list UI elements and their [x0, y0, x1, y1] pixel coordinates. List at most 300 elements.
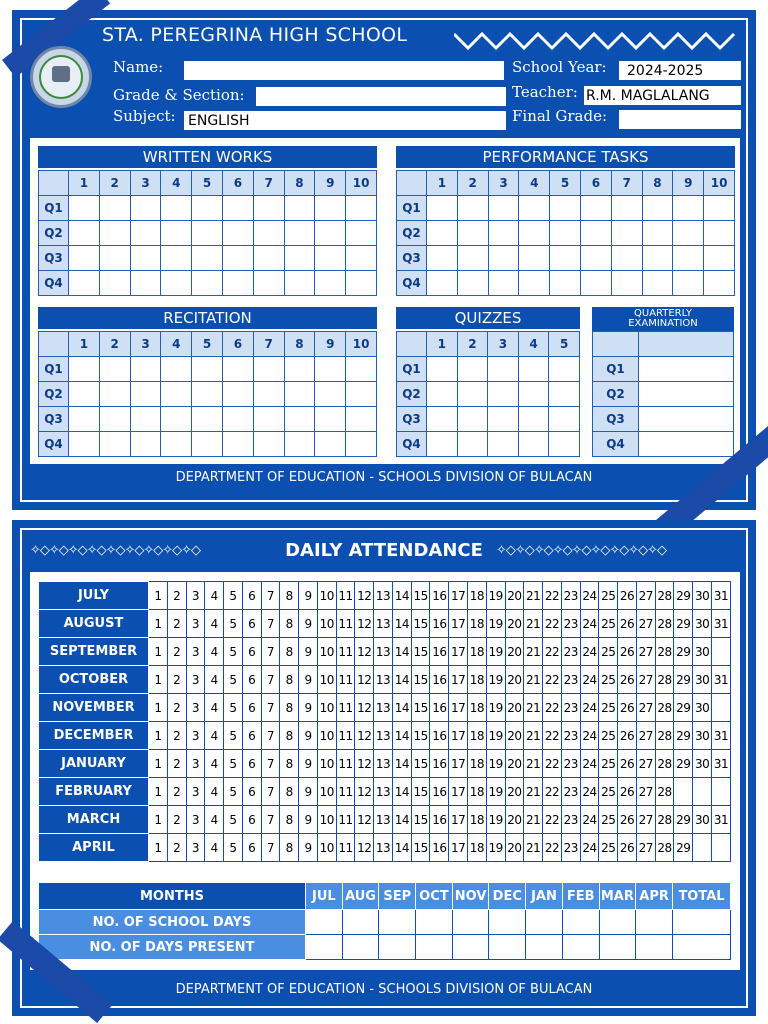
- day-cell[interactable]: 4: [205, 834, 224, 862]
- day-cell[interactable]: 18: [468, 806, 487, 834]
- day-cell[interactable]: 11: [336, 582, 355, 610]
- summary-cell[interactable]: [416, 935, 453, 960]
- day-cell[interactable]: 16: [430, 582, 449, 610]
- day-cell[interactable]: 25: [599, 722, 618, 750]
- score-cell[interactable]: [488, 382, 519, 407]
- score-cell[interactable]: [346, 432, 377, 457]
- score-cell[interactable]: [192, 382, 223, 407]
- day-cell[interactable]: 15: [411, 610, 430, 638]
- day-cell[interactable]: 24: [580, 778, 599, 806]
- day-cell[interactable]: 5: [224, 778, 243, 806]
- day-cell[interactable]: 7: [261, 638, 280, 666]
- day-cell[interactable]: 17: [449, 610, 468, 638]
- day-cell[interactable]: 28: [655, 806, 674, 834]
- score-cell[interactable]: [704, 221, 735, 246]
- score-cell[interactable]: [639, 432, 734, 457]
- score-cell[interactable]: [427, 432, 458, 457]
- day-cell[interactable]: 14: [392, 666, 411, 694]
- day-cell[interactable]: 30: [693, 582, 712, 610]
- score-cell[interactable]: [457, 271, 488, 296]
- teacher-field[interactable]: R.M. MAGLALANG: [584, 86, 741, 105]
- day-cell[interactable]: 8: [280, 666, 299, 694]
- grade-section-field[interactable]: [256, 87, 506, 106]
- day-cell[interactable]: 19: [486, 638, 505, 666]
- day-cell[interactable]: 23: [561, 750, 580, 778]
- score-cell[interactable]: [284, 196, 315, 221]
- day-cell[interactable]: 2: [167, 666, 186, 694]
- day-cell[interactable]: 15: [411, 582, 430, 610]
- day-cell[interactable]: 21: [524, 610, 543, 638]
- day-cell[interactable]: 25: [599, 750, 618, 778]
- score-cell[interactable]: [130, 196, 161, 221]
- day-cell[interactable]: 11: [336, 834, 355, 862]
- day-cell[interactable]: 5: [224, 582, 243, 610]
- score-cell[interactable]: [642, 246, 673, 271]
- day-cell[interactable]: 13: [374, 694, 393, 722]
- score-cell[interactable]: [69, 196, 100, 221]
- day-cell[interactable]: 12: [355, 750, 374, 778]
- day-cell[interactable]: 9: [299, 582, 318, 610]
- day-cell[interactable]: 24: [580, 722, 599, 750]
- day-cell[interactable]: 10: [317, 834, 336, 862]
- score-cell[interactable]: [519, 271, 550, 296]
- day-cell[interactable]: 3: [186, 750, 205, 778]
- day-cell[interactable]: 4: [205, 638, 224, 666]
- day-cell[interactable]: 19: [486, 750, 505, 778]
- summary-cell[interactable]: [489, 935, 526, 960]
- summary-cell[interactable]: [452, 910, 489, 935]
- day-cell[interactable]: 2: [167, 610, 186, 638]
- score-cell[interactable]: [550, 196, 581, 221]
- day-cell[interactable]: 12: [355, 722, 374, 750]
- day-cell[interactable]: 6: [242, 582, 261, 610]
- summary-cell[interactable]: [673, 910, 731, 935]
- day-cell[interactable]: 3: [186, 610, 205, 638]
- day-cell[interactable]: 12: [355, 694, 374, 722]
- day-cell[interactable]: 26: [618, 806, 637, 834]
- day-cell[interactable]: 25: [599, 666, 618, 694]
- day-cell[interactable]: 5: [224, 806, 243, 834]
- day-cell[interactable]: 13: [374, 666, 393, 694]
- day-cell[interactable]: 20: [505, 722, 524, 750]
- day-cell[interactable]: 31: [711, 750, 730, 778]
- day-cell[interactable]: 11: [336, 638, 355, 666]
- score-cell[interactable]: [222, 432, 253, 457]
- day-cell[interactable]: 5: [224, 666, 243, 694]
- score-cell[interactable]: [99, 196, 130, 221]
- day-cell[interactable]: 19: [486, 834, 505, 862]
- day-cell[interactable]: 7: [261, 694, 280, 722]
- day-cell[interactable]: 28: [655, 582, 674, 610]
- day-cell[interactable]: 28: [655, 694, 674, 722]
- day-cell[interactable]: 26: [618, 666, 637, 694]
- day-cell[interactable]: 12: [355, 778, 374, 806]
- day-cell[interactable]: 16: [430, 778, 449, 806]
- day-cell[interactable]: 7: [261, 582, 280, 610]
- score-cell[interactable]: [642, 196, 673, 221]
- day-cell[interactable]: 23: [561, 778, 580, 806]
- score-cell[interactable]: [704, 246, 735, 271]
- score-cell[interactable]: [518, 357, 549, 382]
- day-cell[interactable]: 16: [430, 638, 449, 666]
- score-cell[interactable]: [673, 196, 704, 221]
- day-cell[interactable]: 1: [149, 778, 168, 806]
- day-cell[interactable]: 29: [674, 610, 693, 638]
- day-cell[interactable]: 2: [167, 834, 186, 862]
- score-cell[interactable]: [427, 196, 458, 221]
- day-cell[interactable]: 3: [186, 638, 205, 666]
- day-cell[interactable]: 10: [317, 694, 336, 722]
- empty-day-cell[interactable]: [711, 694, 730, 722]
- day-cell[interactable]: 10: [317, 750, 336, 778]
- summary-cell[interactable]: [636, 935, 673, 960]
- summary-cell[interactable]: [636, 910, 673, 935]
- day-cell[interactable]: 1: [149, 806, 168, 834]
- day-cell[interactable]: 28: [655, 778, 674, 806]
- day-cell[interactable]: 22: [543, 722, 562, 750]
- day-cell[interactable]: 2: [167, 694, 186, 722]
- score-cell[interactable]: [346, 271, 377, 296]
- day-cell[interactable]: 6: [242, 750, 261, 778]
- day-cell[interactable]: 16: [430, 834, 449, 862]
- score-cell[interactable]: [580, 271, 611, 296]
- score-cell[interactable]: [346, 221, 377, 246]
- summary-cell[interactable]: [599, 935, 636, 960]
- day-cell[interactable]: 24: [580, 638, 599, 666]
- day-cell[interactable]: 15: [411, 778, 430, 806]
- day-cell[interactable]: 25: [599, 806, 618, 834]
- day-cell[interactable]: 28: [655, 666, 674, 694]
- score-cell[interactable]: [222, 221, 253, 246]
- score-cell[interactable]: [69, 407, 100, 432]
- day-cell[interactable]: 9: [299, 722, 318, 750]
- day-cell[interactable]: 9: [299, 694, 318, 722]
- day-cell[interactable]: 20: [505, 582, 524, 610]
- day-cell[interactable]: 21: [524, 778, 543, 806]
- day-cell[interactable]: 18: [468, 778, 487, 806]
- summary-cell[interactable]: [379, 910, 416, 935]
- day-cell[interactable]: 1: [149, 582, 168, 610]
- score-cell[interactable]: [315, 196, 346, 221]
- score-cell[interactable]: [69, 221, 100, 246]
- day-cell[interactable]: 4: [205, 610, 224, 638]
- day-cell[interactable]: 11: [336, 694, 355, 722]
- score-cell[interactable]: [253, 271, 284, 296]
- day-cell[interactable]: 9: [299, 834, 318, 862]
- day-cell[interactable]: 2: [167, 638, 186, 666]
- day-cell[interactable]: 17: [449, 638, 468, 666]
- day-cell[interactable]: 28: [655, 638, 674, 666]
- score-cell[interactable]: [457, 382, 488, 407]
- day-cell[interactable]: 15: [411, 722, 430, 750]
- score-cell[interactable]: [284, 432, 315, 457]
- summary-cell[interactable]: [342, 935, 379, 960]
- score-cell[interactable]: [642, 221, 673, 246]
- score-cell[interactable]: [130, 382, 161, 407]
- day-cell[interactable]: 9: [299, 638, 318, 666]
- day-cell[interactable]: 27: [636, 834, 655, 862]
- day-cell[interactable]: 21: [524, 722, 543, 750]
- score-cell[interactable]: [427, 407, 458, 432]
- day-cell[interactable]: 3: [186, 666, 205, 694]
- day-cell[interactable]: 1: [149, 750, 168, 778]
- day-cell[interactable]: 22: [543, 806, 562, 834]
- score-cell[interactable]: [315, 432, 346, 457]
- day-cell[interactable]: 5: [224, 834, 243, 862]
- day-cell[interactable]: 26: [618, 778, 637, 806]
- day-cell[interactable]: 31: [711, 666, 730, 694]
- summary-cell[interactable]: [416, 910, 453, 935]
- day-cell[interactable]: 7: [261, 610, 280, 638]
- score-cell[interactable]: [315, 221, 346, 246]
- summary-cell[interactable]: [599, 910, 636, 935]
- day-cell[interactable]: 19: [486, 666, 505, 694]
- day-cell[interactable]: 27: [636, 582, 655, 610]
- score-cell[interactable]: [488, 357, 519, 382]
- empty-day-cell[interactable]: [711, 778, 730, 806]
- day-cell[interactable]: 28: [655, 834, 674, 862]
- day-cell[interactable]: 6: [242, 610, 261, 638]
- day-cell[interactable]: 4: [205, 750, 224, 778]
- day-cell[interactable]: 5: [224, 694, 243, 722]
- day-cell[interactable]: 1: [149, 722, 168, 750]
- score-cell[interactable]: [284, 271, 315, 296]
- name-field[interactable]: [184, 61, 504, 80]
- day-cell[interactable]: 1: [149, 638, 168, 666]
- day-cell[interactable]: 27: [636, 722, 655, 750]
- score-cell[interactable]: [673, 246, 704, 271]
- day-cell[interactable]: 24: [580, 694, 599, 722]
- day-cell[interactable]: 27: [636, 638, 655, 666]
- day-cell[interactable]: 20: [505, 666, 524, 694]
- day-cell[interactable]: 7: [261, 778, 280, 806]
- score-cell[interactable]: [611, 246, 642, 271]
- day-cell[interactable]: 19: [486, 694, 505, 722]
- day-cell[interactable]: 4: [205, 806, 224, 834]
- score-cell[interactable]: [99, 357, 130, 382]
- score-cell[interactable]: [518, 432, 549, 457]
- day-cell[interactable]: 5: [224, 610, 243, 638]
- score-cell[interactable]: [549, 432, 580, 457]
- day-cell[interactable]: 15: [411, 806, 430, 834]
- day-cell[interactable]: 22: [543, 750, 562, 778]
- day-cell[interactable]: 14: [392, 722, 411, 750]
- day-cell[interactable]: 16: [430, 694, 449, 722]
- day-cell[interactable]: 31: [711, 806, 730, 834]
- day-cell[interactable]: 7: [261, 722, 280, 750]
- day-cell[interactable]: 28: [655, 750, 674, 778]
- day-cell[interactable]: 31: [711, 610, 730, 638]
- day-cell[interactable]: 12: [355, 638, 374, 666]
- score-cell[interactable]: [161, 407, 192, 432]
- day-cell[interactable]: 25: [599, 694, 618, 722]
- day-cell[interactable]: 4: [205, 722, 224, 750]
- day-cell[interactable]: 14: [392, 778, 411, 806]
- day-cell[interactable]: 16: [430, 666, 449, 694]
- day-cell[interactable]: 10: [317, 610, 336, 638]
- day-cell[interactable]: 26: [618, 722, 637, 750]
- day-cell[interactable]: 22: [543, 666, 562, 694]
- day-cell[interactable]: 15: [411, 666, 430, 694]
- day-cell[interactable]: 4: [205, 666, 224, 694]
- day-cell[interactable]: 10: [317, 806, 336, 834]
- score-cell[interactable]: [284, 407, 315, 432]
- score-cell[interactable]: [253, 407, 284, 432]
- score-cell[interactable]: [161, 357, 192, 382]
- day-cell[interactable]: 5: [224, 750, 243, 778]
- score-cell[interactable]: [580, 196, 611, 221]
- day-cell[interactable]: 9: [299, 806, 318, 834]
- day-cell[interactable]: 6: [242, 666, 261, 694]
- day-cell[interactable]: 24: [580, 666, 599, 694]
- day-cell[interactable]: 17: [449, 666, 468, 694]
- day-cell[interactable]: 24: [580, 582, 599, 610]
- day-cell[interactable]: 2: [167, 750, 186, 778]
- day-cell[interactable]: 29: [674, 582, 693, 610]
- score-cell[interactable]: [457, 407, 488, 432]
- day-cell[interactable]: 2: [167, 806, 186, 834]
- score-cell[interactable]: [427, 382, 458, 407]
- day-cell[interactable]: 12: [355, 610, 374, 638]
- day-cell[interactable]: 29: [674, 722, 693, 750]
- day-cell[interactable]: 19: [486, 778, 505, 806]
- score-cell[interactable]: [99, 246, 130, 271]
- score-cell[interactable]: [130, 407, 161, 432]
- score-cell[interactable]: [222, 271, 253, 296]
- day-cell[interactable]: 20: [505, 750, 524, 778]
- day-cell[interactable]: 23: [561, 638, 580, 666]
- day-cell[interactable]: 21: [524, 834, 543, 862]
- day-cell[interactable]: 2: [167, 582, 186, 610]
- score-cell[interactable]: [518, 407, 549, 432]
- score-cell[interactable]: [130, 432, 161, 457]
- day-cell[interactable]: 22: [543, 694, 562, 722]
- score-cell[interactable]: [488, 246, 519, 271]
- day-cell[interactable]: 10: [317, 582, 336, 610]
- score-cell[interactable]: [519, 246, 550, 271]
- score-cell[interactable]: [457, 357, 488, 382]
- score-cell[interactable]: [346, 407, 377, 432]
- day-cell[interactable]: 30: [693, 610, 712, 638]
- day-cell[interactable]: 8: [280, 610, 299, 638]
- day-cell[interactable]: 15: [411, 834, 430, 862]
- score-cell[interactable]: [427, 246, 458, 271]
- day-cell[interactable]: 1: [149, 834, 168, 862]
- day-cell[interactable]: 21: [524, 806, 543, 834]
- summary-cell[interactable]: [379, 935, 416, 960]
- day-cell[interactable]: 21: [524, 666, 543, 694]
- day-cell[interactable]: 21: [524, 638, 543, 666]
- day-cell[interactable]: 3: [186, 834, 205, 862]
- day-cell[interactable]: 25: [599, 582, 618, 610]
- score-cell[interactable]: [488, 196, 519, 221]
- day-cell[interactable]: 12: [355, 806, 374, 834]
- score-cell[interactable]: [284, 382, 315, 407]
- day-cell[interactable]: 25: [599, 834, 618, 862]
- day-cell[interactable]: 29: [674, 806, 693, 834]
- summary-cell[interactable]: [306, 910, 343, 935]
- score-cell[interactable]: [346, 246, 377, 271]
- day-cell[interactable]: 8: [280, 582, 299, 610]
- score-cell[interactable]: [253, 382, 284, 407]
- day-cell[interactable]: 7: [261, 834, 280, 862]
- score-cell[interactable]: [549, 407, 580, 432]
- day-cell[interactable]: 29: [674, 834, 693, 862]
- score-cell[interactable]: [457, 246, 488, 271]
- summary-cell[interactable]: [452, 935, 489, 960]
- day-cell[interactable]: 23: [561, 694, 580, 722]
- score-cell[interactable]: [315, 246, 346, 271]
- day-cell[interactable]: 7: [261, 806, 280, 834]
- day-cell[interactable]: 23: [561, 666, 580, 694]
- day-cell[interactable]: 24: [580, 806, 599, 834]
- day-cell[interactable]: 10: [317, 722, 336, 750]
- day-cell[interactable]: 13: [374, 722, 393, 750]
- day-cell[interactable]: 6: [242, 778, 261, 806]
- day-cell[interactable]: 6: [242, 638, 261, 666]
- day-cell[interactable]: 21: [524, 582, 543, 610]
- score-cell[interactable]: [611, 196, 642, 221]
- score-cell[interactable]: [346, 382, 377, 407]
- score-cell[interactable]: [99, 432, 130, 457]
- score-cell[interactable]: [69, 357, 100, 382]
- day-cell[interactable]: 11: [336, 610, 355, 638]
- score-cell[interactable]: [550, 246, 581, 271]
- summary-cell[interactable]: [306, 935, 343, 960]
- day-cell[interactable]: 6: [242, 722, 261, 750]
- score-cell[interactable]: [130, 271, 161, 296]
- score-cell[interactable]: [99, 271, 130, 296]
- day-cell[interactable]: 1: [149, 666, 168, 694]
- day-cell[interactable]: 12: [355, 666, 374, 694]
- score-cell[interactable]: [284, 357, 315, 382]
- score-cell[interactable]: [192, 357, 223, 382]
- score-cell[interactable]: [315, 357, 346, 382]
- score-cell[interactable]: [130, 357, 161, 382]
- day-cell[interactable]: 30: [693, 806, 712, 834]
- day-cell[interactable]: 18: [468, 666, 487, 694]
- summary-cell[interactable]: [526, 935, 563, 960]
- score-cell[interactable]: [673, 221, 704, 246]
- score-cell[interactable]: [69, 271, 100, 296]
- score-cell[interactable]: [161, 271, 192, 296]
- day-cell[interactable]: 28: [655, 610, 674, 638]
- day-cell[interactable]: 14: [392, 834, 411, 862]
- summary-cell[interactable]: [342, 910, 379, 935]
- day-cell[interactable]: 8: [280, 694, 299, 722]
- day-cell[interactable]: 17: [449, 722, 468, 750]
- day-cell[interactable]: 4: [205, 778, 224, 806]
- score-cell[interactable]: [457, 196, 488, 221]
- score-cell[interactable]: [639, 357, 734, 382]
- day-cell[interactable]: 2: [167, 722, 186, 750]
- day-cell[interactable]: 20: [505, 694, 524, 722]
- day-cell[interactable]: 13: [374, 638, 393, 666]
- day-cell[interactable]: 29: [674, 694, 693, 722]
- score-cell[interactable]: [161, 382, 192, 407]
- score-cell[interactable]: [639, 407, 734, 432]
- day-cell[interactable]: 17: [449, 806, 468, 834]
- score-cell[interactable]: [192, 196, 223, 221]
- score-cell[interactable]: [284, 221, 315, 246]
- day-cell[interactable]: 13: [374, 834, 393, 862]
- day-cell[interactable]: 11: [336, 778, 355, 806]
- day-cell[interactable]: 16: [430, 610, 449, 638]
- day-cell[interactable]: 11: [336, 666, 355, 694]
- score-cell[interactable]: [99, 407, 130, 432]
- score-cell[interactable]: [315, 382, 346, 407]
- score-cell[interactable]: [99, 382, 130, 407]
